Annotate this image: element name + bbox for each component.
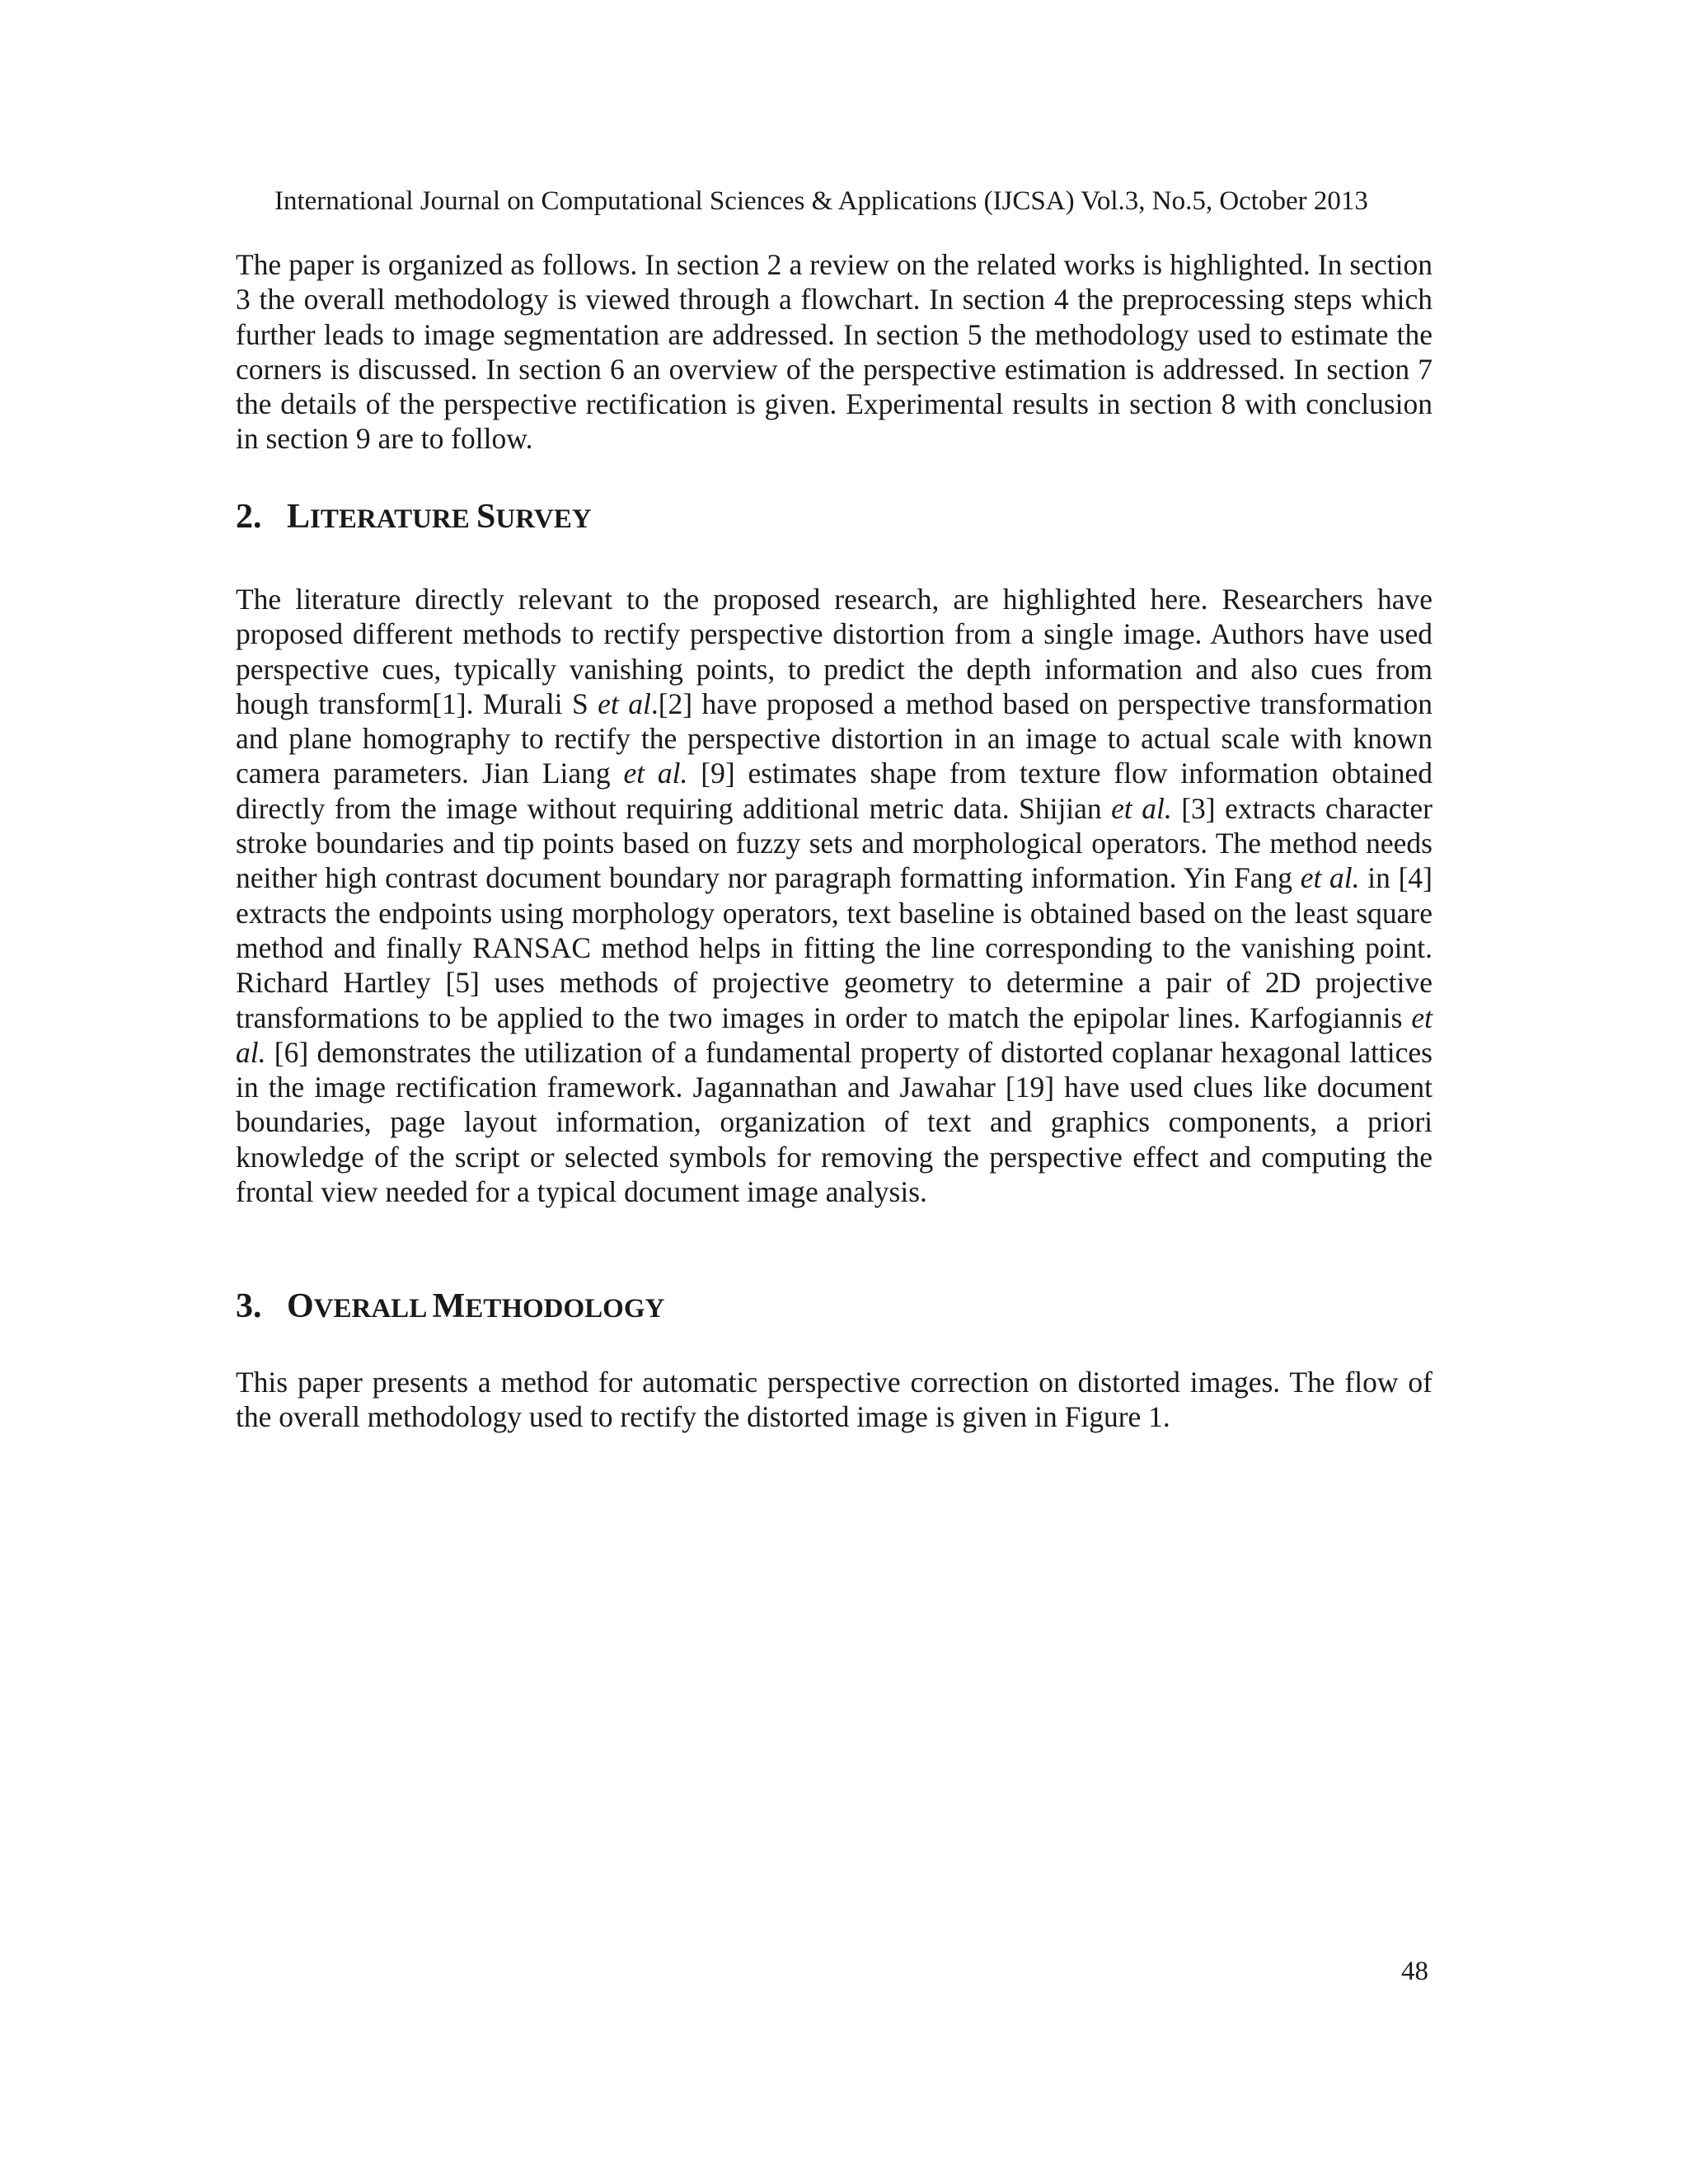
section-2-title-cap-2: S — [476, 498, 496, 536]
section-3-number: 3. — [236, 1287, 262, 1325]
section-3-title-rest-2: ETHODOLOGY — [465, 1294, 665, 1324]
section-2-title-rest-1: ITERATURE — [310, 504, 477, 534]
section-3-title-cap-1: O — [287, 1287, 314, 1325]
section-2-number: 2. — [236, 498, 262, 536]
section-2-title-cap-1: L — [287, 498, 311, 536]
lit-text-6: [6] demonstrates the utilization of a fundamental property of distorted coplanar hexagonal lattices in the image rectification framework. Jagannathan and Jawahar [19] have used clues like document boundaries, page layout information, organization of text and graphics components, a priori knowledge of the script or selected symbols for removing the perspective effect and computing the frontal view needed for a typical document image analysis. — [236, 1035, 1432, 1209]
lit-citation-italic-3: et al. — [1111, 791, 1172, 825]
intro-paragraph: The paper is organized as follows. In section 2 a review on the related works is highlighted. In section 3 the overall methodology is viewed through a flowchart. In section 4 the preprocessing steps which further leads to image segmentation are addressed. In section 5 the methodology used to estimate the corners is discussed. In section 6 an overview of the perspective estimation is addressed. In section 7 the details of the perspective rectification is given. Experimental results in section 8 with conclusion in section 9 are to follow. — [236, 248, 1432, 456]
lit-citation-italic-5: et al. — [236, 1001, 1432, 1069]
lit-text-2: .[2] have proposed a method based on perspective transformation and plane homography to rectify the perspective distortion in an image to actual scale with known camera parameters. Jian Liang — [236, 687, 1432, 790]
section-3-heading — [236, 1286, 664, 1329]
running-header: International Journal on Computational Sciences & Applications (IJCSA) Vol.3, No.5, October 2013 — [274, 186, 1368, 216]
lit-citation-italic-2: et al. — [623, 757, 688, 790]
section-3-title-rest-1: VERALL — [313, 1294, 433, 1324]
section-2-heading — [236, 496, 592, 540]
lit-text-5: in [4] extracts the endpoints using morphology operators, text baseline is obtained based on the least square method and finally RANSAC method helps in fitting the line corresponding to the vanishing point. Richard Hartley [5] uses methods of projective geometry to determine a pair of 2D projective transformations to be applied to the two images in order to match the epipolar lines. Karfogiannis — [236, 861, 1432, 1034]
overall-methodology-paragraph: This paper presents a method for automatic perspective correction on distorted images. The flow of the overall methodology used to rectify the distorted image is given in Figure 1. — [236, 1366, 1432, 1434]
page-number: 48 — [1401, 1957, 1428, 1986]
section-2-title-rest-2: URVEY — [495, 504, 592, 534]
lit-citation-italic-4: et al. — [1300, 861, 1360, 895]
lit-text-3: [9] estimates shape from texture flow information obtained directly from the image without requiring additional metric data. Shijian — [236, 757, 1432, 825]
lit-text-4: [3] extracts character stroke boundaries and tip points based on fuzzy sets and morphological operators. The method needs neither high contrast document boundary nor paragraph formatting information. Yin Fang — [236, 791, 1432, 895]
literature-survey-paragraph — [236, 582, 1432, 1209]
lit-citation-italic-1: et al — [598, 687, 651, 720]
lit-text-1: The literature directly relevant to the proposed research, are highlighted here. Researchers have proposed different methods to rectify perspective distortion from a single image. Authors have used perspective cues, typically vanishing points, to predict the depth information and also cues from hough transform[1]. Murali S — [236, 583, 1432, 720]
section-3-title-cap-2: M — [432, 1287, 466, 1325]
